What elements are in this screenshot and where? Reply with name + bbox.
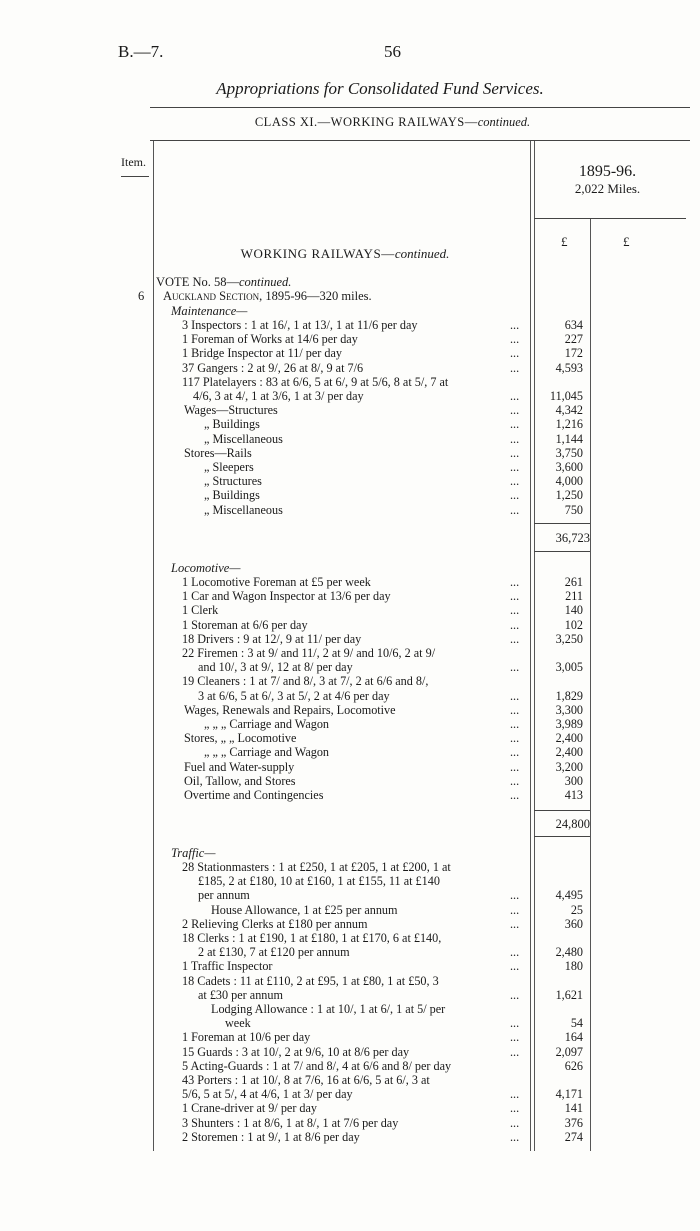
- locomotive-row-amount: 2,400: [555, 745, 583, 760]
- maintenance-row-amount: 4,000: [555, 474, 583, 489]
- locomotive-row-amount: 3,300: [555, 702, 583, 717]
- locomotive-row: [0, 575, 700, 589]
- year-header-rule: [534, 218, 686, 219]
- traffic-row-amount: 274: [564, 1129, 583, 1144]
- traffic-row-description: 1 Foreman at 10/6 per day: [182, 1030, 311, 1045]
- traffic-row: [0, 888, 700, 902]
- locomotive-row: [0, 731, 700, 745]
- traffic-row-amount: 376: [564, 1115, 583, 1130]
- maintenance-row-amount: 3,750: [555, 445, 583, 460]
- locomotive-row-description: 1 Car and Wagon Inspector at 13/6 per day: [182, 589, 391, 604]
- maintenance-row-amount: 1,144: [555, 431, 583, 446]
- locomotive-row: [0, 689, 700, 703]
- traffic-row-leader-dots: ...: [510, 959, 520, 974]
- maintenance-row-amount: 634: [564, 318, 583, 332]
- traffic-row-amount: 4,171: [555, 1087, 583, 1102]
- locomotive-row-description: 1 Storeman at 6/6 per day: [182, 617, 308, 632]
- locomotive-row-leader-dots: ...: [510, 745, 520, 760]
- maintenance-heading: Maintenance—: [171, 304, 248, 318]
- locomotive-row-description: „ „ „ Carriage and Wagon: [204, 745, 330, 760]
- locomotive-row-amount: 3,200: [555, 759, 583, 774]
- traffic-row: [0, 1016, 700, 1030]
- section-title-main: WORKING RAILWAYS—: [240, 246, 395, 261]
- locomotive-row-amount: 2,400: [555, 731, 583, 746]
- traffic-row-amount: 1,621: [555, 987, 583, 1002]
- maintenance-row-description: „ Buildings: [204, 417, 260, 432]
- maintenance-row-description: „ Miscellaneous: [204, 431, 283, 446]
- maintenance-row-leader-dots: ...: [510, 431, 520, 446]
- traffic-row: [0, 945, 700, 959]
- maintenance-row: [0, 474, 700, 488]
- locomotive-total-rule: [534, 810, 590, 811]
- traffic-row-description: 3 Shunters : 1 at 8/6, 1 at 8/, 1 at 7/6 per day: [182, 1115, 399, 1130]
- maintenance-row: [0, 332, 700, 346]
- locomotive-row-amount: 140: [564, 603, 583, 618]
- traffic-row: [0, 1002, 700, 1016]
- traffic-row-description: 2 Relieving Clerks at £180 per annum: [182, 916, 368, 931]
- traffic-row-description: 43 Porters : 1 at 10/, 8 at 7/6, 16 at 6/6, 5 at 6/, 3 at: [182, 1073, 430, 1087]
- auckland-section-detail: , 1895-96—320 miles.: [259, 289, 372, 303]
- maintenance-row-description: Wages—Structures: [184, 403, 278, 418]
- traffic-row-amount: 4,495: [555, 888, 583, 903]
- locomotive-row-leader-dots: ...: [510, 589, 520, 604]
- maintenance-total-rule: [534, 523, 590, 524]
- locomotive-row-amount: 211: [565, 589, 583, 604]
- maintenance-row-description: 37 Gangers : 2 at 9/, 26 at 8/, 9 at 7/6: [182, 360, 364, 375]
- locomotive-row-description: 18 Drivers : 9 at 12/, 9 at 11/ per day: [182, 631, 362, 646]
- traffic-row-description: £185, 2 at £180, 10 at £160, 1 at £155, 11 at £140: [198, 874, 440, 889]
- locomotive-row-leader-dots: ...: [510, 617, 520, 632]
- traffic-row-amount: 2,097: [555, 1044, 583, 1059]
- miles-header: 2,022 Miles.: [574, 181, 641, 196]
- locomotive-row-amount: 300: [564, 773, 583, 788]
- locomotive-row-amount: 102: [564, 617, 583, 632]
- traffic-row-leader-dots: ...: [510, 902, 520, 917]
- locomotive-row-leader-dots: ...: [510, 702, 520, 717]
- maintenance-row-description: 4/6, 3 at 4/, 1 at 3/6, 1 at 3/ per day: [193, 389, 364, 403]
- traffic-row-leader-dots: ...: [510, 1087, 520, 1102]
- locomotive-row-description: 1 Clerk: [182, 603, 219, 618]
- traffic-row-amount: 360: [564, 916, 583, 931]
- traffic-row-amount: 164: [564, 1030, 583, 1045]
- header-rule: [150, 107, 690, 108]
- maintenance-row-amount: 750: [564, 502, 583, 517]
- traffic-row-description: 15 Guards : 3 at 10/, 2 at 9/6, 10 at 8/6 per day: [182, 1044, 410, 1059]
- traffic-row-description: 18 Clerks : 1 at £190, 1 at £180, 1 at £170, 6 at £140,: [182, 931, 442, 945]
- traffic-row-amount: 141: [564, 1101, 583, 1116]
- locomotive-row-description: Oil, Tallow, and Stores: [184, 773, 296, 788]
- locomotive-row: [0, 788, 700, 802]
- traffic-row-leader-dots: ...: [510, 1044, 520, 1059]
- traffic-row-leader-dots: ...: [510, 916, 520, 931]
- maintenance-row-leader-dots: ...: [510, 332, 520, 347]
- traffic-row-leader-dots: ...: [510, 1129, 520, 1144]
- traffic-row-leader-dots: ...: [510, 1115, 520, 1130]
- maintenance-row-leader-dots: ...: [510, 488, 520, 503]
- locomotive-row-amount: 261: [564, 575, 583, 589]
- traffic-row-description: 2 Storemen : 1 at 9/, 1 at 8/6 per day: [182, 1129, 360, 1144]
- locomotive-row-leader-dots: ...: [510, 575, 520, 589]
- page-title: Appropriations for Consolidated Fund Services.: [216, 79, 544, 98]
- locomotive-row: [0, 745, 700, 759]
- maintenance-row-amount: 1,216: [555, 417, 583, 432]
- year-header: 1895-96.: [578, 163, 637, 180]
- traffic-row: [0, 917, 700, 931]
- vote-continued: continued.: [238, 275, 292, 289]
- locomotive-total: 24,800: [555, 817, 590, 831]
- traffic-row-amount: 2,480: [555, 945, 583, 960]
- locomotive-row-description: „ „ „ Carriage and Wagon: [204, 717, 330, 731]
- maintenance-row: [0, 361, 700, 375]
- locomotive-row-leader-dots: ...: [510, 717, 520, 731]
- maintenance-row-leader-dots: ...: [510, 445, 520, 460]
- class-title-main: CLASS XI.—WORKING RAILWAYS—: [254, 115, 478, 129]
- locomotive-row-description: Fuel and Water-supply: [184, 759, 295, 774]
- locomotive-row: [0, 632, 700, 646]
- maintenance-total-rule-bottom: [534, 551, 590, 552]
- traffic-row: [0, 959, 700, 973]
- maintenance-row-amount: 172: [564, 346, 583, 361]
- traffic-row: [0, 974, 700, 988]
- traffic-row-leader-dots: ...: [510, 987, 520, 1002]
- maintenance-row-amount: 4,342: [555, 403, 583, 418]
- traffic-row-amount: 626: [564, 1058, 583, 1073]
- class-title: [0, 115, 700, 130]
- traffic-row-description: 1 Traffic Inspector: [182, 959, 273, 974]
- class-title-continued: continued.: [477, 115, 531, 129]
- maintenance-row-amount: 3,600: [555, 460, 583, 474]
- locomotive-row: [0, 703, 700, 717]
- maintenance-row-amount: 11,045: [549, 389, 583, 403]
- vote-label: VOTE No. 58—: [156, 275, 239, 289]
- traffic-row-description: 2 at £130, 7 at £120 per annum: [198, 945, 350, 960]
- traffic-row-amount: 180: [564, 959, 583, 974]
- locomotive-row-amount: 413: [564, 788, 583, 802]
- locomotive-row-leader-dots: ...: [510, 660, 520, 675]
- traffic-row-leader-dots: ...: [510, 945, 520, 960]
- traffic-row-amount: 54: [570, 1016, 583, 1031]
- locomotive-row-description: Wages, Renewals and Repairs, Locomotive: [184, 702, 396, 717]
- traffic-row-description: House Allowance, 1 at £25 per annum: [211, 902, 398, 917]
- traffic-row-leader-dots: ...: [510, 1101, 520, 1116]
- maintenance-row-description: 3 Inspectors : 1 at 16/, 1 at 13/, 1 at 11/6 per day: [182, 318, 418, 332]
- maintenance-row-amount: 4,593: [555, 360, 583, 375]
- locomotive-row: [0, 646, 700, 660]
- item-column-header: Item.: [121, 155, 146, 169]
- locomotive-row: [0, 618, 700, 632]
- maintenance-row-leader-dots: ...: [510, 417, 520, 432]
- traffic-row-description: 5/6, 5 at 5/, 4 at 4/6, 1 at 3/ per day: [182, 1087, 353, 1102]
- traffic-row: [0, 1073, 700, 1087]
- maintenance-row: [0, 503, 700, 517]
- item-number: 6: [138, 289, 145, 303]
- locomotive-row: [0, 717, 700, 731]
- traffic-row: [0, 874, 700, 888]
- traffic-row: [0, 988, 700, 1002]
- maintenance-row-leader-dots: ...: [510, 403, 520, 418]
- traffic-row: [0, 1116, 700, 1130]
- locomotive-row-description: 3 at 6/6, 5 at 6/, 3 at 5/, 2 at 4/6 per day: [198, 688, 390, 703]
- traffic-heading: Traffic—: [171, 846, 216, 860]
- traffic-row: [0, 1130, 700, 1144]
- locomotive-row-leader-dots: ...: [510, 603, 520, 618]
- locomotive-row-amount: 3,005: [555, 660, 583, 675]
- maintenance-row-leader-dots: ...: [510, 460, 520, 474]
- currency-left-header: £: [561, 234, 568, 249]
- maintenance-row-amount: 1,250: [555, 488, 583, 503]
- traffic-row: [0, 1087, 700, 1101]
- traffic-row: [0, 931, 700, 945]
- traffic-row: [0, 860, 700, 874]
- currency-right-header: £: [623, 234, 630, 249]
- locomotive-row-leader-dots: ...: [510, 731, 520, 746]
- maintenance-row: [0, 460, 700, 474]
- traffic-row: [0, 1045, 700, 1059]
- traffic-row-description: 1 Crane-driver at 9/ per day: [182, 1101, 318, 1116]
- locomotive-total-rule-bottom: [534, 836, 590, 837]
- section-title: [155, 246, 535, 262]
- maintenance-row: [0, 318, 700, 332]
- maintenance-row: [0, 389, 700, 403]
- locomotive-row-amount: 3,989: [555, 717, 583, 731]
- traffic-row-leader-dots: ...: [510, 888, 520, 903]
- maintenance-row-leader-dots: ...: [510, 346, 520, 361]
- locomotive-row-description: Stores, „ „ Locomotive: [184, 731, 297, 746]
- traffic-row-description: Lodging Allowance : 1 at 10/, 1 at 6/, 1 at 5/ per: [211, 1002, 446, 1016]
- vote-heading: [156, 275, 291, 290]
- maintenance-row-description: „ Miscellaneous: [204, 502, 283, 517]
- traffic-row-description: 28 Stationmasters : 1 at £250, 1 at £205, 1 at £200, 1 at: [182, 860, 451, 874]
- locomotive-row-leader-dots: ...: [510, 759, 520, 774]
- locomotive-row-description: 22 Firemen : 3 at 9/ and 11/, 2 at 9/ and 10/6, 2 at 9/: [182, 646, 436, 660]
- maintenance-row-description: 1 Foreman of Works at 14/6 per day: [182, 332, 358, 347]
- locomotive-row: [0, 774, 700, 788]
- traffic-row-description: at £30 per annum: [198, 987, 283, 1002]
- locomotive-row-description: and 10/, 3 at 9/, 12 at 8/ per day: [198, 660, 353, 675]
- traffic-row-description: 5 Acting-Guards : 1 at 7/ and 8/, 4 at 6/6 and 8/ per day: [182, 1058, 452, 1073]
- maintenance-row-leader-dots: ...: [510, 318, 520, 332]
- maintenance-row-leader-dots: ...: [510, 474, 520, 489]
- locomotive-heading: Locomotive—: [171, 561, 241, 575]
- locomotive-row-description: 1 Locomotive Foreman at £5 per week: [182, 575, 371, 589]
- traffic-row: [0, 1030, 700, 1044]
- maintenance-row-description: 1 Bridge Inspector at 11/ per day: [182, 346, 342, 361]
- maintenance-row-description: Stores—Rails: [184, 445, 252, 460]
- maintenance-row: [0, 488, 700, 502]
- locomotive-row-description: Overtime and Contingencies: [184, 788, 324, 802]
- maintenance-row: [0, 403, 700, 417]
- maintenance-row: [0, 375, 700, 389]
- locomotive-row: [0, 760, 700, 774]
- traffic-row-description: per annum: [198, 888, 250, 903]
- locomotive-row: [0, 660, 700, 674]
- locomotive-row-description: 19 Cleaners : 1 at 7/ and 8/, 3 at 7/, 2 at 6/6 and 8/,: [182, 674, 429, 689]
- maintenance-row-leader-dots: ...: [510, 502, 520, 517]
- traffic-row: [0, 1059, 700, 1073]
- item-header-rule: [121, 176, 149, 177]
- page-number: 56: [384, 42, 401, 61]
- maintenance-row-description: 117 Platelayers : 83 at 6/6, 5 at 6/, 9 at 5/6, 8 at 5/, 7 at: [182, 374, 449, 389]
- maintenance-row-amount: 227: [564, 332, 583, 347]
- traffic-row-description: week: [225, 1016, 251, 1031]
- maintenance-row-leader-dots: ...: [510, 389, 520, 403]
- maintenance-row: [0, 417, 700, 431]
- maintenance-row: [0, 432, 700, 446]
- traffic-row-leader-dots: ...: [510, 1016, 520, 1031]
- locomotive-row-amount: 1,829: [555, 688, 583, 703]
- maintenance-total: 36,723: [555, 531, 590, 545]
- locomotive-row: [0, 603, 700, 617]
- traffic-row-description: 18 Cadets : 11 at £110, 2 at £95, 1 at £80, 1 at £50, 3: [182, 973, 439, 988]
- auckland-section-heading: [163, 289, 372, 304]
- maintenance-row: [0, 346, 700, 360]
- maintenance-row: [0, 446, 700, 460]
- locomotive-row-leader-dots: ...: [510, 773, 520, 788]
- document-reference: B.—7.: [118, 42, 164, 61]
- locomotive-row-leader-dots: ...: [510, 788, 520, 802]
- locomotive-row-amount: 3,250: [555, 631, 583, 646]
- section-title-continued: continued.: [394, 246, 450, 261]
- table-top-rule: [150, 140, 690, 141]
- maintenance-row-leader-dots: ...: [510, 360, 520, 375]
- locomotive-row: [0, 674, 700, 688]
- maintenance-row-description: „ Structures: [204, 474, 262, 489]
- locomotive-row-leader-dots: ...: [510, 688, 520, 703]
- traffic-row-leader-dots: ...: [510, 1030, 520, 1045]
- maintenance-row-description: „ Sleepers: [204, 460, 254, 474]
- traffic-row: [0, 1101, 700, 1115]
- traffic-row-amount: 25: [570, 902, 583, 917]
- auckland-section-name: Auckland Section: [163, 289, 260, 303]
- locomotive-row-leader-dots: ...: [510, 631, 520, 646]
- maintenance-row-description: „ Buildings: [204, 488, 260, 503]
- traffic-row: [0, 903, 700, 917]
- locomotive-row: [0, 589, 700, 603]
